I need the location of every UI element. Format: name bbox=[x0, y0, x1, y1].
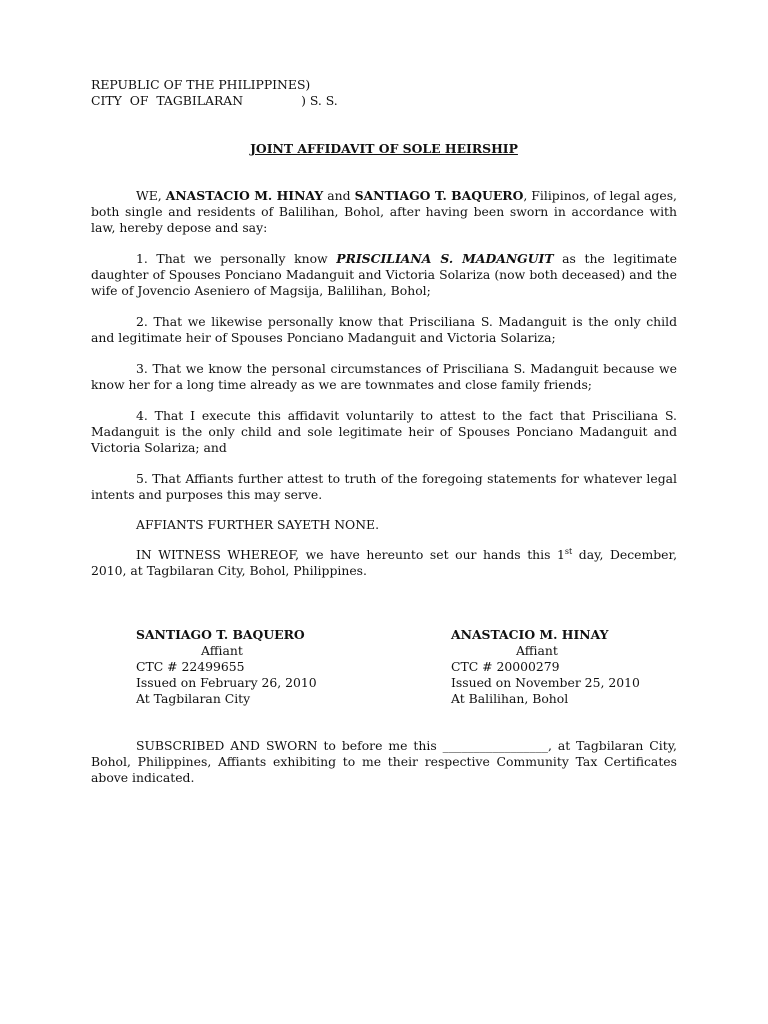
jurat-paragraph: SUBSCRIBED AND SWORN to before me this _________________, at Tagbilaran City, Bohol, Philippines, Affiants exhibiting to me their respective Community Tax Certificates above indicated. bbox=[91, 738, 677, 785]
document-title: JOINT AFFIDAVIT OF SOLE HEIRSHIP bbox=[250, 141, 518, 156]
signatory-ctc: CTC # 22499655 bbox=[136, 659, 245, 674]
intro-we: WE, bbox=[136, 188, 166, 203]
signatory-place: At Balilihan, Bohol bbox=[451, 691, 569, 706]
signature-block-left bbox=[136, 627, 376, 707]
signatory-issued: Issued on February 26, 2010 bbox=[136, 675, 317, 690]
signature-block-right bbox=[451, 627, 691, 707]
para1-name: PRISCILIANA S. MADANGUIT bbox=[336, 251, 554, 266]
venue-city-line bbox=[91, 93, 491, 109]
intro-affiant-1: ANASTACIO M. HINAY bbox=[165, 188, 324, 203]
affidavit-body bbox=[91, 188, 677, 594]
paragraph-5: 5. That Affiants further attest to truth of the foregoing statements for whatever legal intents and purposes this may serve. bbox=[91, 471, 677, 502]
signatory-role: Affiant bbox=[201, 643, 243, 658]
paragraph-2: 2. That we likewise personally know that Prisciliana S. Madanguit is the only child and legitimate heir of Spouses Ponciano Madanguit and Victoria Solariza; bbox=[91, 314, 677, 345]
signatory-ctc: CTC # 20000279 bbox=[451, 659, 560, 674]
sayeth-none: AFFIANTS FURTHER SAYETH NONE. bbox=[136, 517, 380, 532]
witness-post: day, December, 2010, at Tagbilaran City, Bohol, Philippines. bbox=[91, 547, 678, 578]
intro-affiant-2: SANTIAGO T. BAQUERO bbox=[354, 188, 524, 203]
paragraph-3: 3. That we know the personal circumstances of Prisciliana S. Madanguit because we know her for a long time already as we are townmates and close family friends; bbox=[91, 361, 677, 392]
signatory-place: At Tagbilaran City bbox=[136, 691, 251, 706]
intro-rest: , Filipinos, of legal ages, both single and residents of Balilihan, Bohol, after having been sworn in accordance with law, hereby depose and say: bbox=[91, 188, 677, 235]
venue-city: CITY OF TAGBILARAN bbox=[91, 93, 244, 108]
signatory-name: SANTIAGO T. BAQUERO bbox=[136, 627, 305, 642]
witness-pre: IN WITNESS WHEREOF, we have hereunto set our hands this 1 bbox=[136, 547, 565, 562]
signatory-issued: Issued on November 25, 2010 bbox=[451, 675, 640, 690]
signatory-role: Affiant bbox=[516, 643, 558, 658]
para1-pre: 1. That we personally know bbox=[136, 251, 337, 266]
venue-ss: ) S. S. bbox=[301, 93, 338, 108]
venue-block bbox=[91, 77, 491, 109]
witness-paragraph bbox=[91, 547, 677, 579]
venue-republic: REPUBLIC OF THE PHILIPPINES) bbox=[91, 77, 311, 92]
intro-paragraph bbox=[91, 188, 677, 236]
jurat-block bbox=[91, 738, 677, 801]
intro-and: and bbox=[323, 188, 355, 203]
paragraph-1 bbox=[91, 251, 677, 299]
para1-post: as the legitimate daughter of Spouses Ponciano Madanguit and Victoria Solariza (now both deceased) and the wife of Jovencio Aseniero of Magsija, Balilihan, Bohol; bbox=[91, 251, 677, 298]
signatory-name: ANASTACIO M. HINAY bbox=[451, 627, 609, 642]
witness-sup: st bbox=[564, 547, 573, 556]
paragraph-4: 4. That I execute this affidavit voluntarily to attest to the fact that Prisciliana S. Madanguit is the only child and sole legitimate heir of Spouses Ponciano Madanguit and Victoria Solariza; and bbox=[91, 408, 677, 455]
